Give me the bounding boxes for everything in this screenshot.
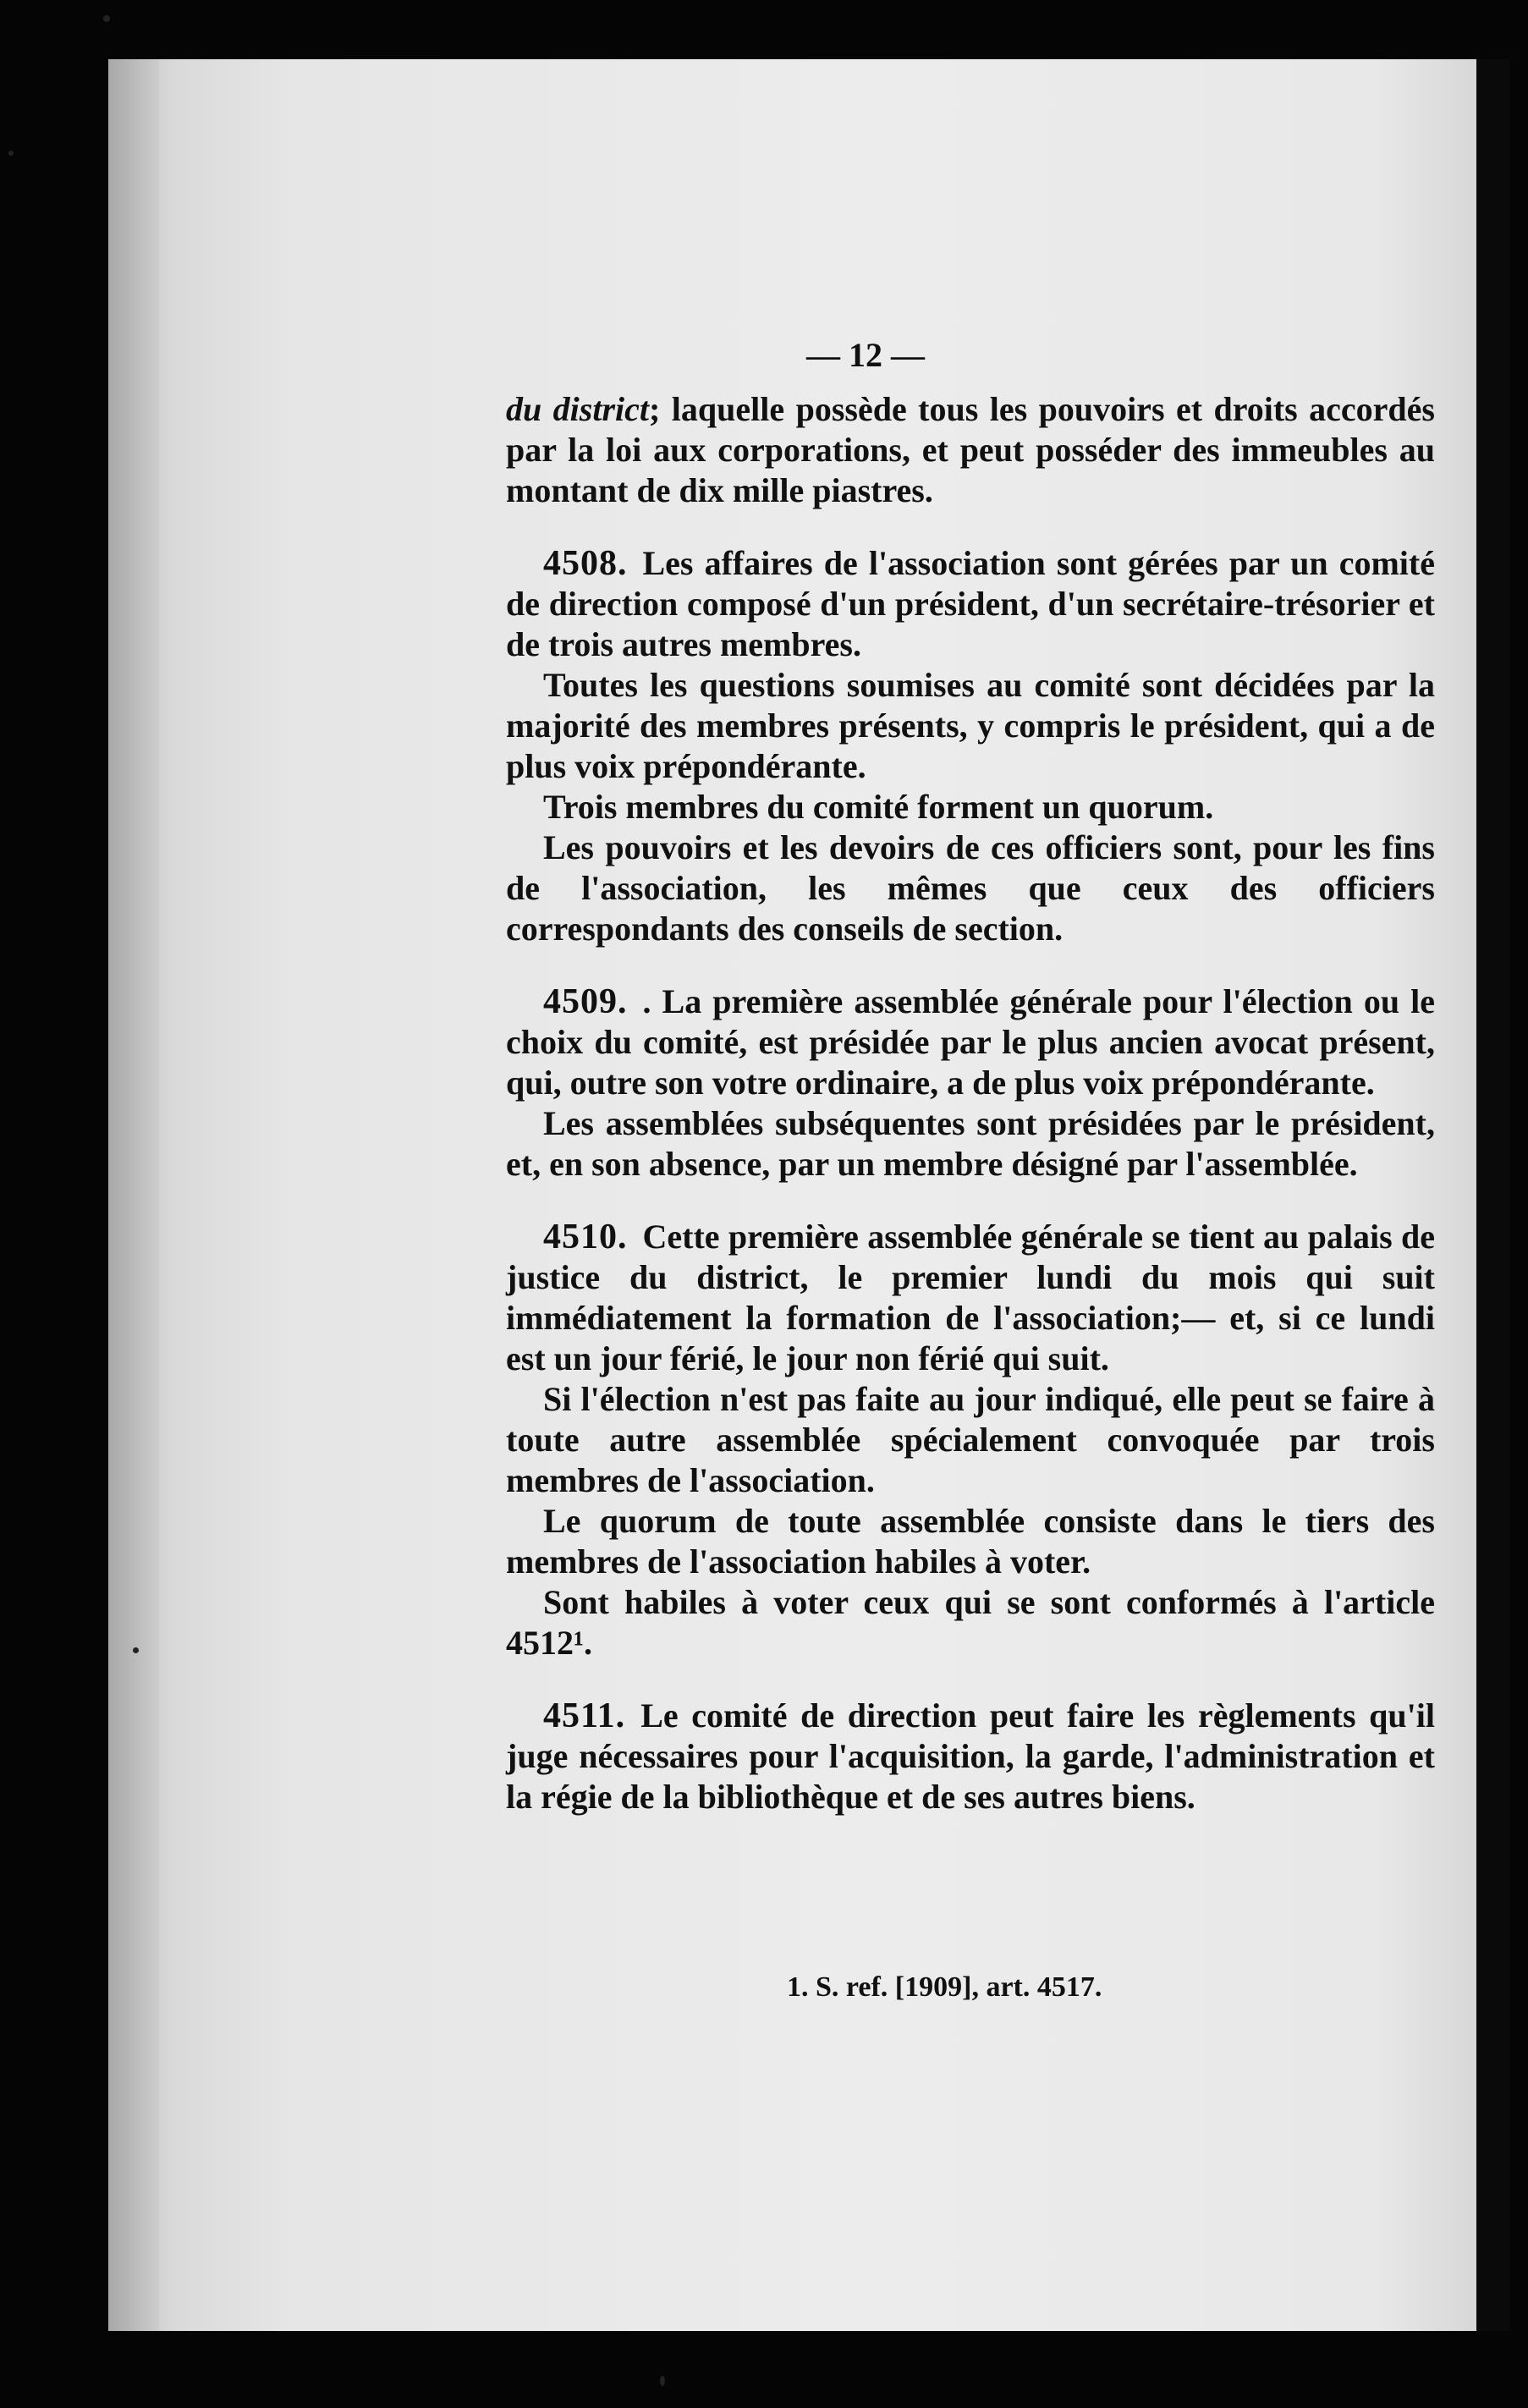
scan-speck [8, 151, 14, 156]
article-paragraph: Trois membres du comité forment un quorum. [543, 788, 1214, 826]
article-paragraph: Toutes les questions soumises au comité sont décidées par la majorité des membres présents, y compris le président, qui a de plus voix prépondérante. [506, 666, 1435, 785]
article-number: 4510. [543, 1218, 628, 1256]
scan-speck [133, 1647, 139, 1653]
page-right-edge [1476, 59, 1510, 2344]
scan-speck [103, 15, 110, 22]
article-text: Le comité de direction peut faire les règlements qu'il juge nécessaires pour l'acquisition, la garde, l'administration et la régie de la bibliothèque et de ses autres biens. [506, 1696, 1435, 1816]
article-paragraph: Sont habiles à voter ceux qui se sont conformés à l'article 4512¹. [506, 1583, 1435, 1662]
page-bottom-edge [108, 2331, 1513, 2408]
page-number: — 12 — [806, 336, 925, 374]
article-4508 [506, 543, 1435, 949]
article-number: 4511. [543, 1696, 626, 1735]
page-left-shadow [108, 59, 159, 2335]
article-paragraph: Les pouvoirs et les devoirs de ces officiers sont, pour les fins de l'association, les mêmes que ceux des officiers correspondants des conseils de section. [506, 828, 1435, 948]
article-text: Cette première assemblée générale se tient au palais de justice du district, le premier lundi du mois qui suit immédiatement la formation de l'association;— et, si ce lundi est un jour férié, le jour non férié qui suit. [506, 1218, 1435, 1377]
article-paragraph [506, 1696, 1435, 1817]
article-text: Les affaires de l'association sont gérées par un comité de direction composé d'un président, d'un secrétaire-trésorier et de trois autres membres. [506, 544, 1435, 663]
article-4511 [506, 1696, 1435, 1817]
article-4510 [506, 1217, 1435, 1663]
article-paragraph [506, 543, 1435, 665]
article-number: 4508. [543, 544, 628, 583]
document-body [506, 322, 1435, 1817]
article-number: 4509. [543, 982, 628, 1021]
article-paragraph: Le quorum de toute assemblée consiste dans le tiers des membres de l'association habiles à voter. [506, 1502, 1435, 1581]
article-4509 [506, 981, 1435, 1185]
article-paragraph [506, 981, 1435, 1103]
intro-text: ; laquelle possède tous les pouvoirs et droits accordés par la loi aux corporations, et peut posséder des immeubles au montant de dix mille piastres. [506, 390, 1435, 509]
footnote: 1. S. ref. [1909], art. 4517. [787, 1971, 1102, 2003]
article-paragraph: Les assemblées subséquentes sont présidées par le président, et, en son absence, par un membre désigné par l'assemblée. [506, 1104, 1435, 1183]
article-text: . La première assemblée générale pour l'élection ou le choix du comité, est présidée par le plus ancien avocat présent, qui, outre son votre ordinaire, a de plus voix prépondérante. [506, 982, 1435, 1102]
scan-speck [660, 2376, 665, 2386]
intro-paragraph [506, 389, 1435, 511]
intro-italic: du district [506, 390, 650, 428]
article-paragraph [506, 1217, 1435, 1379]
article-paragraph: Si l'élection n'est pas faite au jour indiqué, elle peut se faire à toute autre assemblée spécialement convoquée par trois membres de l'association. [506, 1380, 1435, 1499]
